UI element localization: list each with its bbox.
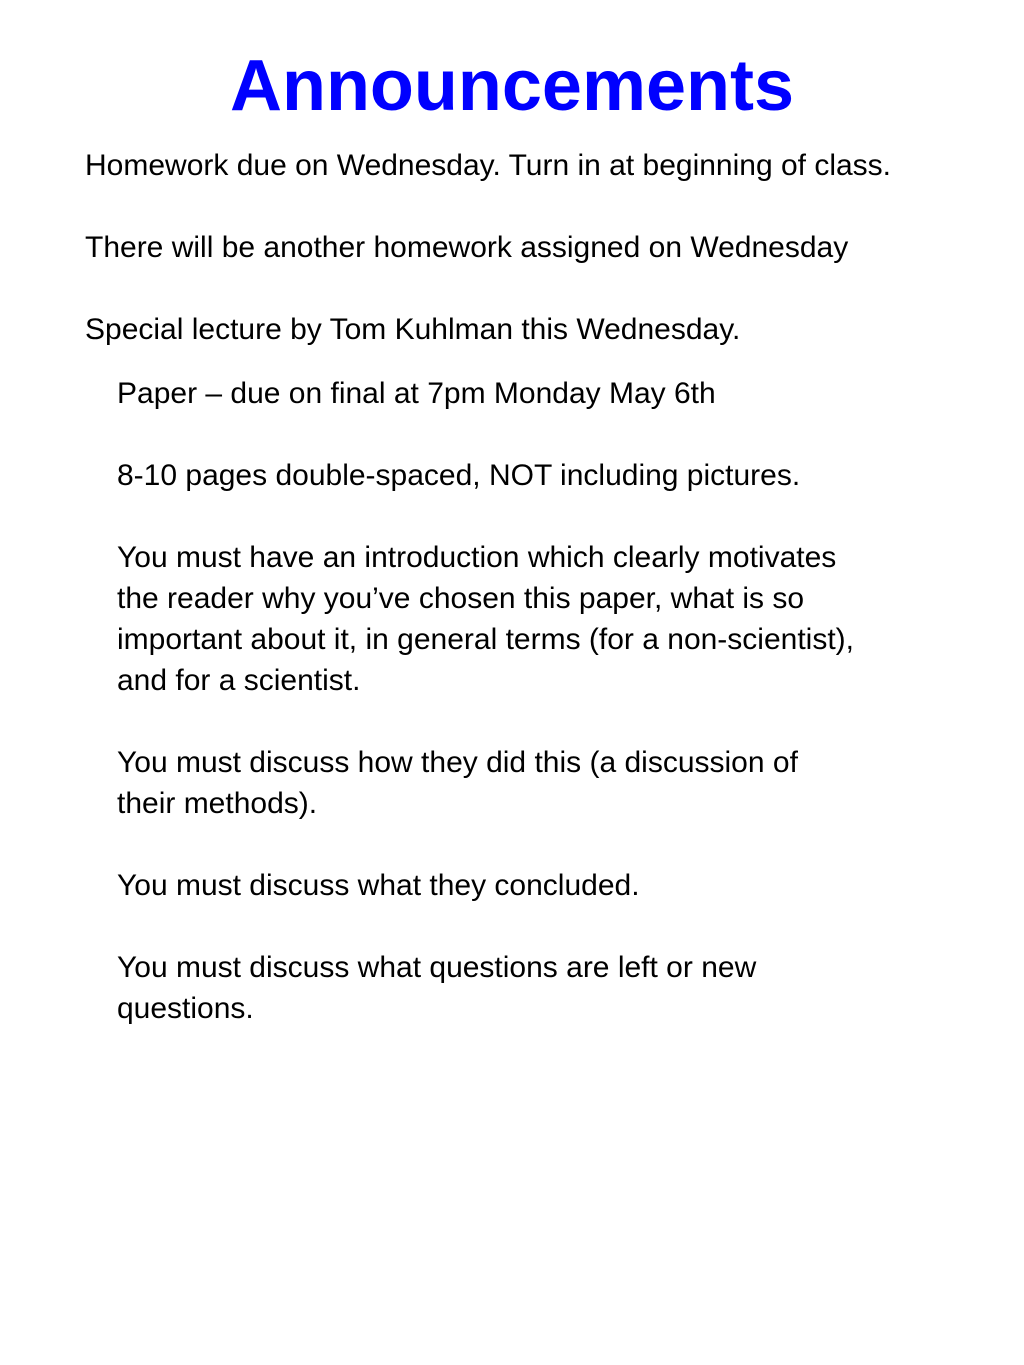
paragraph-line: their methods). bbox=[117, 787, 318, 820]
paragraph-line: You must have an introduction which clearly motivates bbox=[117, 541, 837, 574]
paragraph-line: the reader why you’ve chosen this paper, what is so bbox=[117, 582, 805, 615]
paragraph-line: You must discuss how they did this (a discussion of bbox=[117, 746, 798, 779]
announcement-special-lecture: Special lecture by Tom Kuhlman this Wednesday. bbox=[85, 313, 741, 346]
announcement-homework-assigned: There will be another homework assigned on Wednesday bbox=[85, 231, 849, 264]
paragraph-line: and for a scientist. bbox=[117, 664, 361, 697]
paragraph-line: questions. bbox=[117, 992, 254, 1025]
announcement-homework-due: Homework due on Wednesday. Turn in at beginning of class. bbox=[85, 149, 892, 182]
paper-due-line: Paper – due on final at 7pm Monday May 6th bbox=[117, 377, 716, 410]
paper-conclusions-line: You must discuss what they concluded. bbox=[117, 869, 640, 902]
slide-title: Announcements bbox=[229, 46, 795, 126]
paragraph-line: important about it, in general terms (for a non-scientist), bbox=[117, 623, 854, 656]
paragraph-line: You must discuss what questions are left or new bbox=[117, 951, 757, 984]
paper-length-line: 8-10 pages double-spaced, NOT including pictures. bbox=[117, 459, 801, 492]
